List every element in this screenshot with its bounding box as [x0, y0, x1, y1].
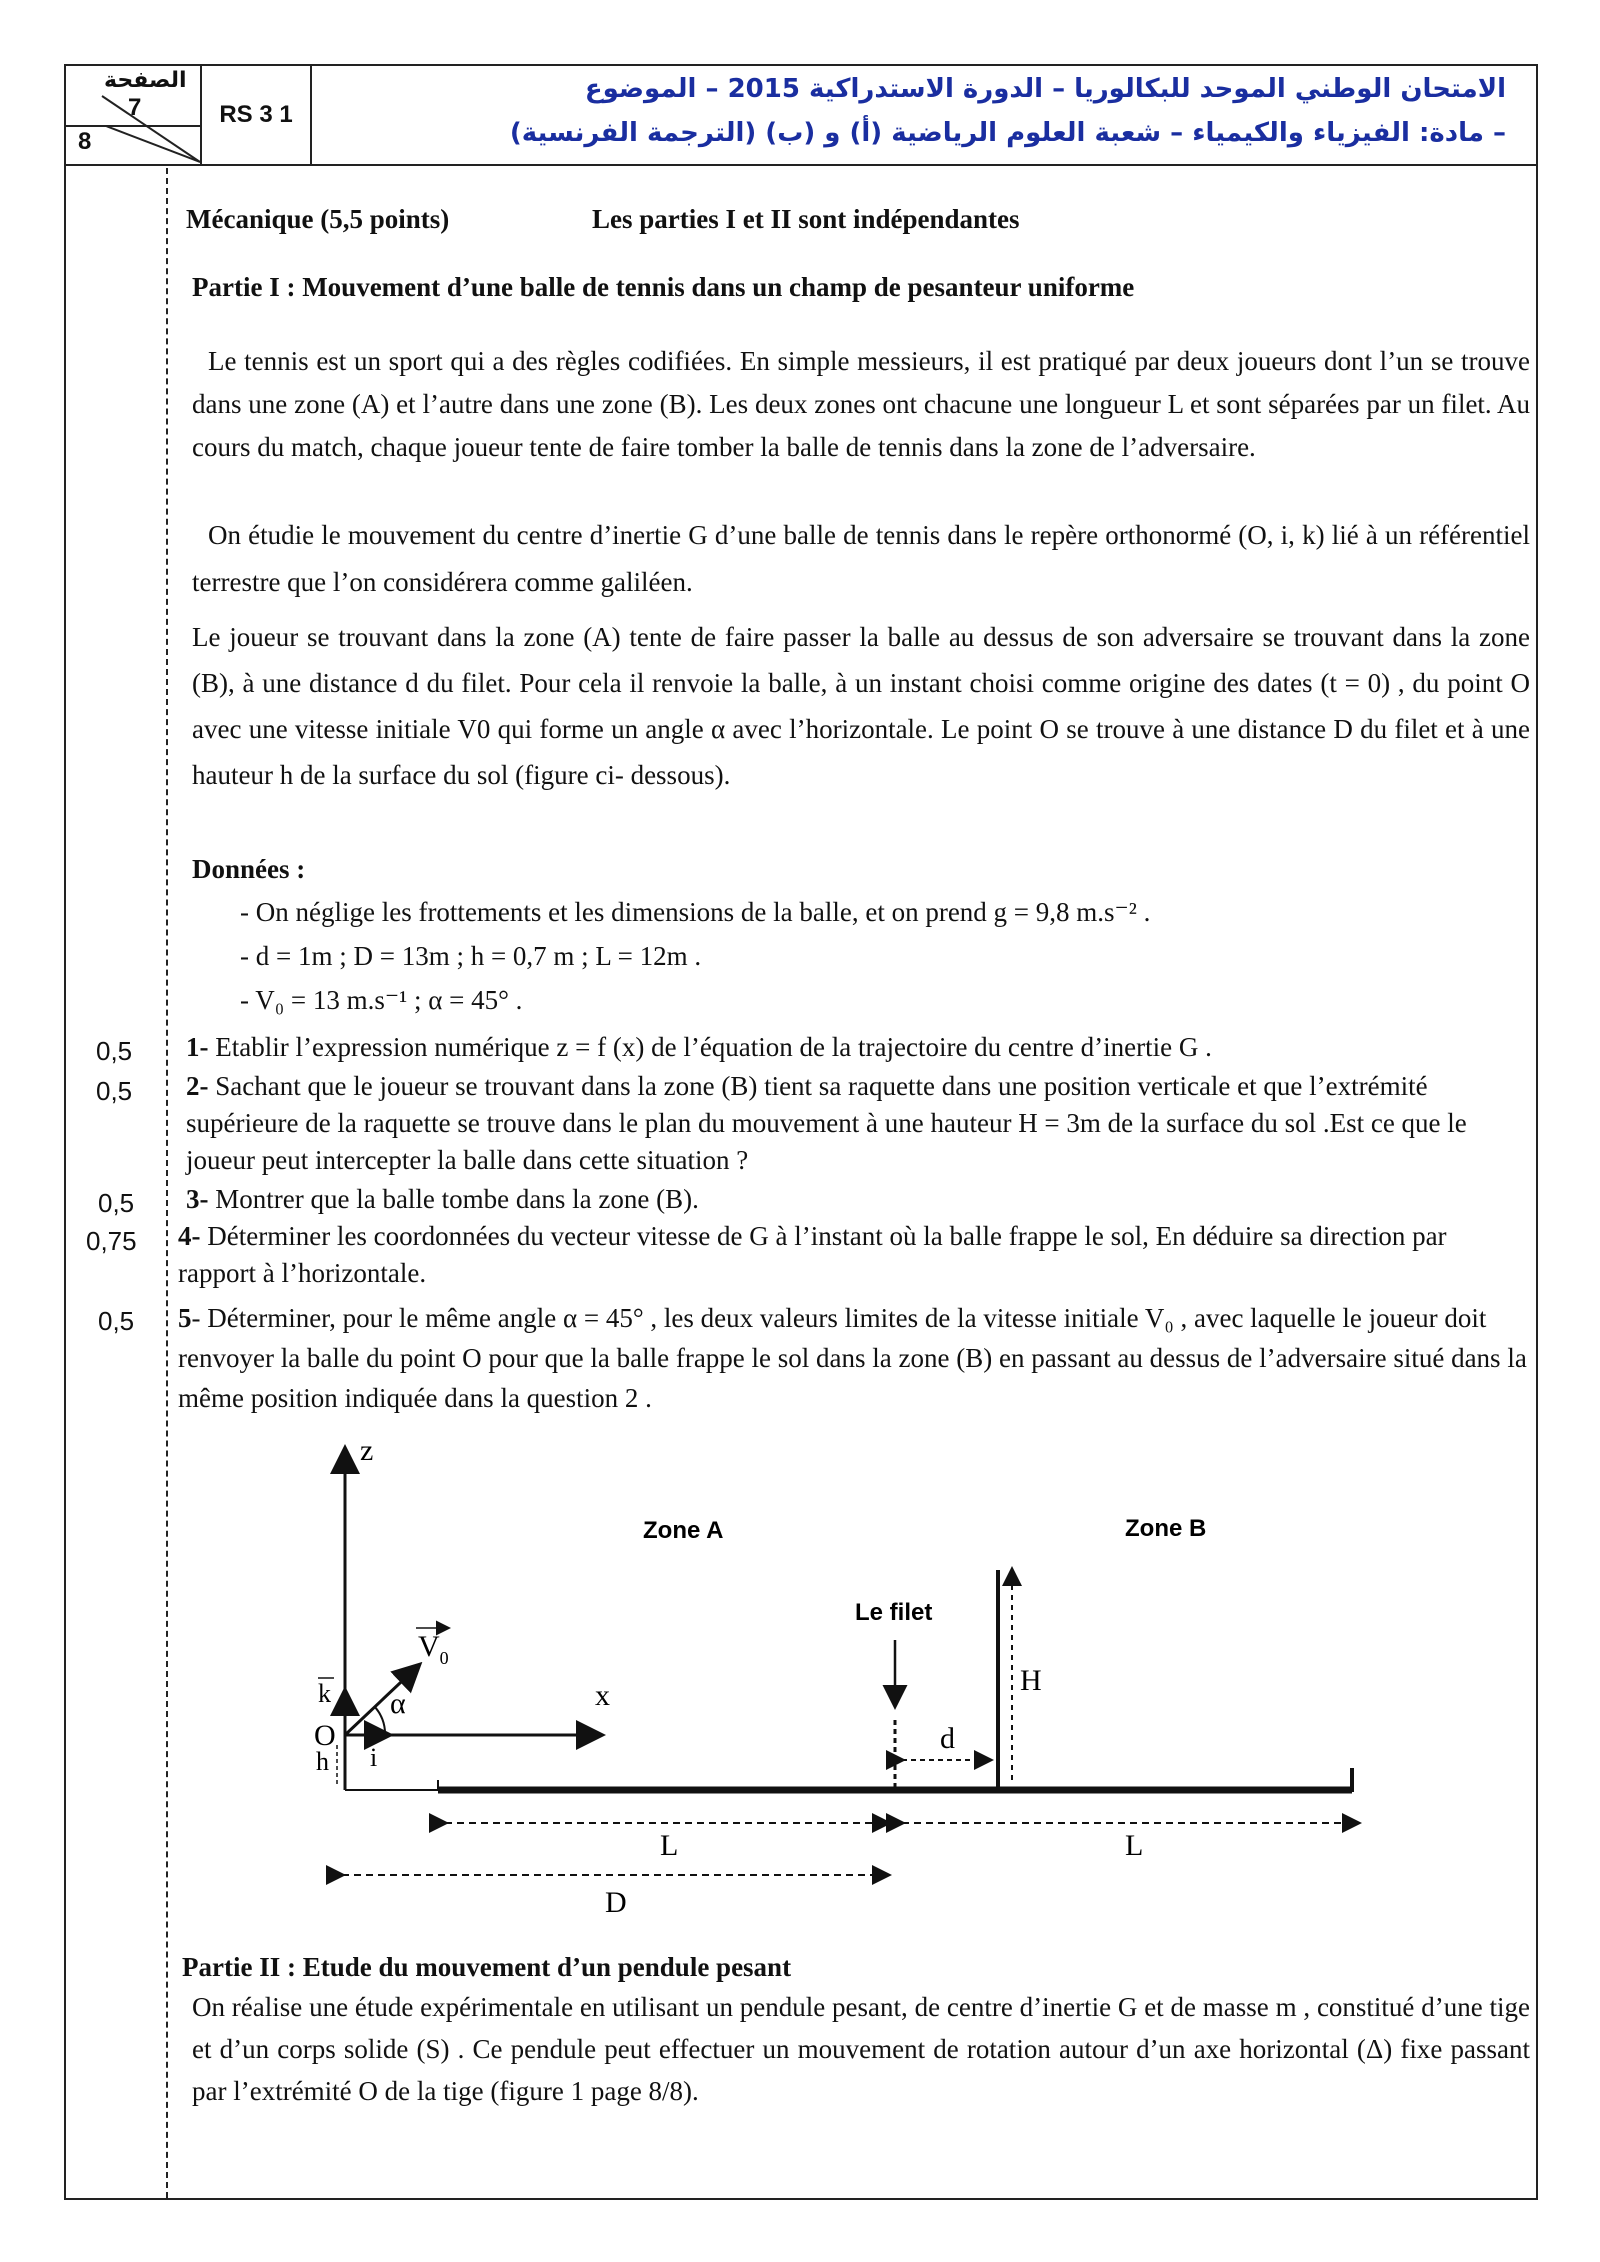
- net-label: Le filet: [855, 1599, 933, 1626]
- section-title: Mécanique (5,5 points): [186, 204, 450, 234]
- L-label-zone-b: L: [1125, 1829, 1144, 1862]
- page-total: 8: [78, 128, 92, 155]
- i-label: i: [370, 1743, 378, 1772]
- page-number-box: [66, 66, 202, 164]
- question-points: 0,5: [96, 1076, 133, 1106]
- question-3: [186, 1180, 1530, 1218]
- question-4: [178, 1218, 1530, 1292]
- header-title-line2: – مادة: الفيزياء والكيمياء – شعبة العلوم الرياضية (أ) و (ب) (الترجمة الفرنسية): [509, 118, 1506, 148]
- section-subtitle: Les parties I et II sont indépendantes: [592, 204, 1020, 234]
- H-label: H: [1020, 1664, 1042, 1697]
- margin-dashed-line: [166, 168, 168, 2198]
- z-label: z: [360, 1434, 374, 1467]
- D-label: D: [605, 1886, 627, 1919]
- question-text: Etablir l’expression numérique z = f (x) de l’équation de la trajectoire du centre d’inertie G .: [208, 1032, 1212, 1062]
- part1-paragraph-2: On étudie le mouvement du centre d’inertie G d’une balle de tennis dans le repère orthonormé (O, i, k) lié à un référentiel terrestre que l’on considérera comme galiléen.: [192, 520, 1530, 597]
- part2-paragraph: On réalise une étude expérimentale en utilisant un pendule pesant, de centre d’inertie G et de masse m , constitué d’une tige et d’un corps solide (S) . Ce pendule peut effectuer un mouvement de rotation autour d’un axe horizontal (Δ) fixe passant par l’extrémité O de la tige (figure 1 page 8/8).: [192, 1992, 1530, 2106]
- question-points: 0,5: [98, 1306, 135, 1336]
- question-text: Déterminer les coordonnées du vecteur vitesse de G à l’instant où la balle frappe le sol, En déduire sa direction par rapport à l’horizontale.: [178, 1221, 1447, 1288]
- question-number: 1-: [186, 1032, 209, 1062]
- part1-title: Partie I : Mouvement d’une balle de tennis dans un champ de pesanteur uniforme: [192, 272, 1135, 302]
- exam-code: RS 3 1: [202, 66, 312, 164]
- h-label: h: [316, 1747, 329, 1776]
- question-number: 2-: [186, 1071, 209, 1101]
- exam-header: [64, 64, 1538, 166]
- part1-paragraph-1: Le tennis est un sport qui a des règles codifiées. En simple messieurs, il est pratiqué par deux joueurs dont l’un se trouve dans une zone (A) et l’autre dans une zone (B). Les deux zones ont chacune une longueur L et sont séparées par un filet. Au cours du match, chaque joueur tente de faire tomber la balle de tennis dans la zone de l’adversaire.: [192, 346, 1530, 462]
- question-number: 3-: [186, 1184, 209, 1214]
- question-text: Montrer que la balle tombe dans la zone (B).: [208, 1184, 699, 1214]
- L-label-zone-a: L: [660, 1829, 679, 1862]
- header-title-line1: الامتحان الوطني الموحد للبكالوريا – الدورة الاستدراكية 2015 – الموضوع: [584, 74, 1506, 104]
- donnees-list: [240, 890, 1150, 1022]
- question-number: 4-: [178, 1221, 201, 1251]
- alpha-label: α: [390, 1687, 406, 1720]
- donnee-item: - d = 1m ; D = 13m ; h = 0,7 m ; L = 12m .: [240, 941, 702, 971]
- origin-label: O: [314, 1719, 336, 1752]
- donnee-item: - On néglige les frottements et les dimensions de la balle, et on prend g = 9,8 m.s⁻² .: [240, 897, 1151, 927]
- header-title-box: [312, 66, 1536, 164]
- page-current: 7: [128, 94, 142, 121]
- page-label: الصفحة: [104, 68, 187, 93]
- question-1: [186, 1028, 1530, 1066]
- v0-label: $V_0$: [418, 1630, 449, 1668]
- tennis-figure: [290, 1430, 1380, 1930]
- question-text: - Déterminer, pour le même angle α = 45° , les deux valeurs limites de la vitesse initiale V₀ , avec laquelle le joueur doit renvoyer la balle du point O pour que la balle frappe le sol dans la zone (B) en passant au dessus de l’adversaire situé dans la même position indiquée dans la question 2 .: [178, 1303, 1527, 1413]
- zone-a-label: Zone A: [643, 1517, 724, 1544]
- question-points: 0,75: [86, 1226, 137, 1256]
- donnees-title: Données :: [192, 854, 306, 884]
- v0-vector: [345, 1666, 418, 1735]
- donnee-item: - V₀ = 13 m.s⁻¹ ; α = 45° .: [240, 985, 523, 1015]
- question-5: [178, 1298, 1530, 1418]
- part1-paragraph-3: Le joueur se trouvant dans la zone (A) tente de faire passer la balle au dessus de son adversaire se trouvant dans la zone (B), à une distance d du filet. Pour cela il renvoie la balle, à un instant choisi comme origine des dates (t = 0) , du point O avec une vitesse initiale V0 qui forme un angle α avec l’horizontale. Le point O se trouve à une distance D du filet et à une hauteur h de la surface du sol (figure ci- dessous).: [192, 622, 1530, 790]
- question-2: [186, 1068, 1530, 1179]
- zone-b-label: Zone B: [1125, 1515, 1207, 1542]
- x-label: x: [595, 1679, 610, 1712]
- d-label: d: [940, 1722, 955, 1755]
- question-number: 5: [178, 1303, 192, 1333]
- question-points: 0,5: [96, 1036, 133, 1066]
- part2-title: Partie II : Etude du mouvement d’un pendule pesant: [182, 1952, 792, 1982]
- question-text: Sachant que le joueur se trouvant dans la zone (B) tient sa raquette dans une position verticale et que l’extrémité supérieure de la raquette se trouve dans le plan du mouvement à une hauteur H = 3m de la surface du sol .Est ce que le joueur peut intercepter la balle dans cette situation ?: [186, 1071, 1467, 1175]
- question-points: 0,5: [98, 1188, 135, 1218]
- k-label: k: [318, 1679, 331, 1708]
- alpha-arc: [374, 1706, 385, 1735]
